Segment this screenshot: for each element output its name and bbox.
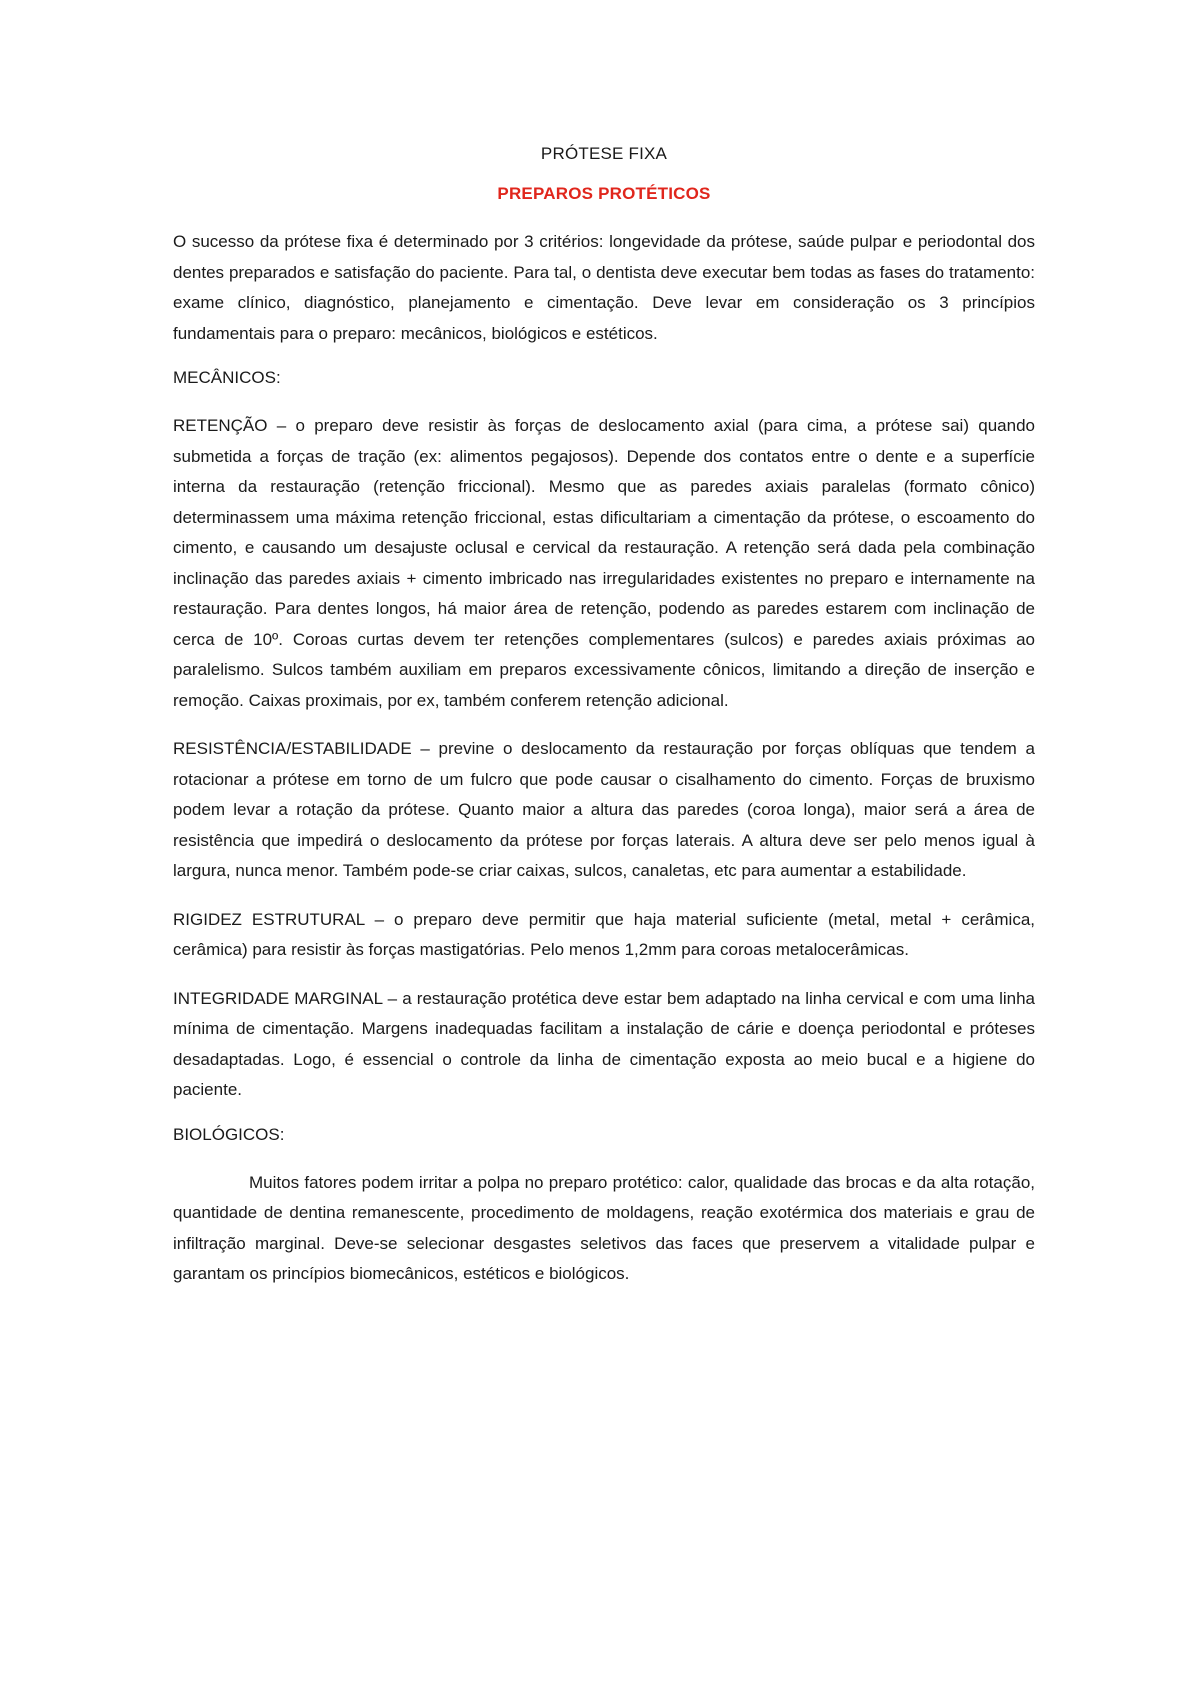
document-title: PRÓTESE FIXA (540, 144, 668, 163)
section-heading-mecanicos: MECÂNICOS: (173, 368, 281, 387)
paragraph-biologicos: Muitos fatores podem irritar a polpa no preparo protético: calor, qualidade das brocas e da alta rotação, quantidade de dentina remanescente, procedimento de moldagens, reação exotérmica dos materiais e grau de infiltração marginal. Deve-se selecionar desgastes seletivos das faces que preservem a vitalidade pulpar e garantam os princípios biomecânicos, estéticos e biológicos. (173, 1172, 1035, 1283)
paragraph-rigidez: RIGIDEZ ESTRUTURAL – o preparo deve permitir que haja material suficiente (metal, metal + cerâmica, cerâmica) para resistir às forças mastigatórias. Pelo menos 1,2mm para coroas metalocerâmicas. (173, 909, 1035, 959)
intro-paragraph: O sucesso da prótese fixa é determinado por 3 critérios: longevidade da prótese, saúde pulpar e periodontal dos dentes preparados e satisfação do paciente. Para tal, o dentista deve executar bem todas as fases do tratamento: exame clínico, diagnóstico, planejamento e cimentação. Deve levar em consideração os 3 princípios fundamentais para o preparo: mecânicos, biológicos e estéticos. (173, 232, 1035, 343)
document-subtitle: PREPAROS PROTÉTICOS (497, 184, 711, 203)
paragraph-integridade: INTEGRIDADE MARGINAL – a restauração protética deve estar bem adaptado na linha cervical e com uma linha mínima de cimentação. Margens inadequadas facilitam a instalação de cárie e doença periodontal e próteses desadaptadas. Logo, é essencial o controle da linha de cimentação exposta ao meio bucal e a higiene do paciente. (173, 988, 1035, 1099)
document-body (173, 143, 1035, 1308)
paragraph-retencao: RETENÇÃO – o preparo deve resistir às forças de deslocamento axial (para cima, a prótese sai) quando submetida a forças de tração (ex: alimentos pegajosos). Depende dos contatos entre o dente e a superfície interna da restauração (retenção friccional). Mesmo que as paredes axiais paralelas (formato cônico) determinassem uma máxima retenção friccional, estas dificultariam a cimentação da prótese, o escoamento do cimento, e causando um desajuste oclusal e cervical da restauração. A retenção será dada pela combinação inclinação das paredes axiais + cimento imbricado nas irregularidades existentes no preparo e internamente na restauração. Para dentes longos, há maior área de retenção, podendo as paredes estarem com inclinação de cerca de 10º. Coroas curtas devem ter retenções complementares (sulcos) e paredes axiais próximas ao paralelismo. Sulcos também auxiliam em preparos excessivamente cônicos, limitando a direção de inserção e remoção. Caixas proximais, por ex, também conferem retenção adicional. (173, 416, 1035, 710)
paragraph-resistencia: RESISTÊNCIA/ESTABILIDADE – previne o deslocamento da restauração por forças oblíquas que tendem a rotacionar a prótese em torno de um fulcro que pode causar o cisalhamento do cimento. Forças de bruxismo podem levar a rotação da prótese. Quanto maior a altura das paredes (coroa longa), maior será a área de resistência que impedirá o deslocamento da prótese por forças laterais. A altura deve ser pelo menos igual à largura, nunca menor. Também pode-se criar caixas, sulcos, canaletas, etc para aumentar a estabilidade. (173, 739, 1035, 880)
section-heading-biologicos: BIOLÓGICOS: (173, 1124, 285, 1144)
